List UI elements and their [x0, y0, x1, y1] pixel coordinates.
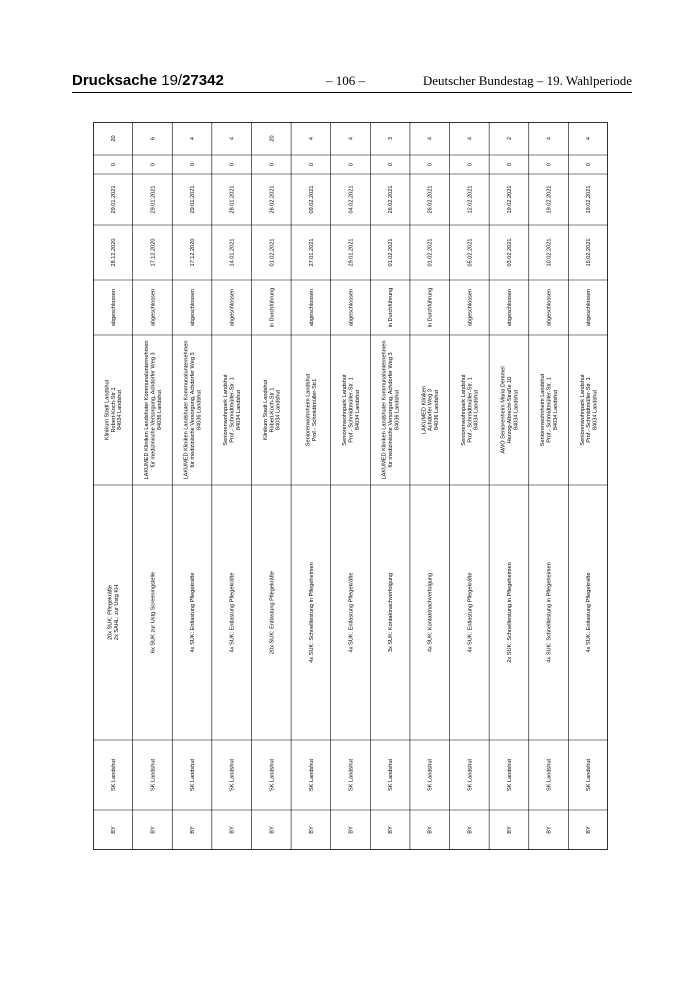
cell-line: BY [427, 826, 434, 834]
cell-beginn [150, 239, 156, 267]
cell-line: 84036 Landshut [434, 389, 441, 431]
cell-line: BY [229, 826, 236, 834]
cell-line: 3x SUK: Kontaktnachverfolgung [388, 572, 395, 653]
cell-anzahl-b [230, 137, 236, 140]
cell-land [428, 826, 434, 834]
cell-line: Achdorfer Weg 3 [427, 389, 434, 431]
cell-line: BY [546, 826, 553, 834]
cell-line: 20x SUK: Pflegekräfte [107, 584, 114, 641]
cell-kreis [111, 759, 117, 791]
cell-line: Seniorenwohnpark Landshut [460, 374, 467, 446]
cell-ende [230, 186, 236, 214]
cell-kreis [190, 759, 196, 791]
cell-line: 4x SUK: Entlastung Pflegekräfte [229, 572, 236, 653]
cell-massnahme [150, 572, 156, 653]
cell-line: Prof.- Schmidtmüller-Str. 1 [348, 377, 355, 443]
cell-line: abgeschlossen [546, 288, 553, 327]
cell-line: 0 [388, 162, 395, 167]
cell-anzahl-b [428, 137, 434, 140]
cell-line: SK Landshut [427, 758, 434, 792]
cell-beginn [507, 239, 513, 267]
cell-massnahme [230, 573, 236, 653]
cell-anzahl-b [190, 137, 196, 140]
cell-land [230, 826, 236, 834]
cell-status [349, 289, 355, 326]
cell-line: 26.02.2021 [269, 185, 276, 214]
cell-land [467, 826, 473, 834]
cell-line: Prof.- Schmidtmüller-Str. 1 [467, 377, 474, 443]
cell-anzahl-a [586, 163, 592, 166]
cell-line: 20 [110, 135, 117, 142]
cell-line: 84034 Landshut [275, 389, 282, 431]
cell-ende [428, 186, 434, 214]
cell-line: 84034 Landshut [117, 389, 124, 431]
cell-line: 12.02.2021 [467, 185, 474, 214]
cell-line: abgeschlossen [229, 288, 236, 327]
cell-line: Prof.- Schmidtmüller-Str. 1 [546, 377, 553, 443]
cell-line: 4 [467, 136, 474, 141]
cell-kreis [309, 759, 315, 791]
cell-line: 28.12.2020 [110, 238, 117, 267]
cell-anzahl-a [230, 163, 236, 166]
cell-line: 84036 Landshut [196, 389, 203, 431]
cell-line: BY [506, 826, 513, 834]
cell-line: 01.02.2021 [427, 238, 434, 267]
cell-massnahme [586, 573, 592, 653]
cell-einrichtung [306, 373, 318, 446]
cell-line: 0 [546, 162, 553, 167]
cell-status [586, 289, 592, 326]
cell-line: BY [308, 826, 315, 834]
cell-einrichtung [104, 379, 123, 440]
cell-land [349, 826, 355, 834]
cell-line: LAKUMED Kliniken Landshuter Kommunalunternehmen [381, 340, 388, 480]
page-number: – 106 – [326, 73, 365, 88]
cell-kreis [428, 759, 434, 791]
cell-line: SK Landshut [388, 758, 395, 792]
cell-anzahl-a [507, 163, 513, 166]
cell-ende [309, 186, 315, 214]
cell-einrichtung [184, 341, 203, 480]
cell-line: 0 [427, 162, 434, 167]
cell-status [230, 289, 236, 326]
cell-massnahme [108, 585, 120, 640]
cell-kreis [349, 759, 355, 791]
cell-line: 19.02.2021 [546, 185, 553, 214]
cell-beginn [547, 239, 553, 267]
cell-line: BY [467, 826, 474, 834]
cell-anzahl-a [150, 163, 156, 166]
cell-kreis [467, 759, 473, 791]
cell-anzahl-a [349, 163, 355, 166]
cell-line: SK Landshut [190, 758, 197, 792]
cell-line: 20x SUK: Entlastung Pflegekräfte [269, 570, 276, 655]
header-rule [72, 92, 632, 93]
cell-line: Seniorenwohnheim Landshut [540, 373, 547, 447]
cell-line: 4x SUK: Kontaktnachverfolgung [427, 572, 434, 653]
cell-line: abgeschlossen [348, 288, 355, 327]
cell-line: abgeschlossen [586, 288, 593, 327]
cell-line: abgeschlossen [506, 288, 513, 327]
cell-line: Herzog-Albrecht-Straße 10 [506, 376, 513, 444]
cell-line: 4 [190, 136, 197, 141]
cell-line: 09.02.2021 [308, 185, 315, 214]
cell-line: 19.02.2021 [586, 185, 593, 214]
cell-beginn [349, 239, 355, 267]
cell-line: 84034 Landshut [236, 389, 243, 431]
cell-beginn [428, 239, 434, 267]
cell-beginn [388, 239, 394, 267]
cell-beginn [190, 239, 196, 267]
cell-line: 17.12.2020 [190, 238, 197, 267]
cell-anzahl-b [547, 137, 553, 140]
cell-line: 4x SUK: Entlastung Pflegekräfte [586, 572, 593, 653]
cell-line: 4x SUK: Entlastung Pflegekräfte [190, 572, 197, 653]
cell-line: Robert-Koch-Str 1 [110, 387, 117, 433]
cell-anzahl-b [111, 135, 117, 141]
cell-anzahl-a [428, 163, 434, 166]
cell-line: 14.01.2021 [229, 238, 236, 267]
cell-massnahme [190, 573, 196, 653]
cell-line: 03.02.2021 [506, 238, 513, 267]
cell-kreis [547, 759, 553, 791]
cell-line: für medizinische Versorgung, Achdorfer Weg 3 [190, 352, 197, 468]
cell-ende [269, 186, 275, 214]
cell-line: SK Landshut [229, 758, 236, 792]
cell-line: abgeschlossen [308, 288, 315, 327]
cell-line: Robert-Koch-Str 1 [269, 387, 276, 433]
rotated-table [93, 122, 608, 850]
cell-line: 26.02.2021 [388, 185, 395, 214]
cell-line: BY [388, 826, 395, 834]
cell-land [547, 826, 553, 834]
cell-line: 0 [269, 162, 276, 167]
cell-massnahme [467, 573, 473, 653]
publisher-line: Deutscher Bundestag – 19. Wahlperiode [422, 73, 632, 88]
cell-line: SK Landshut [586, 758, 593, 792]
cell-line: AWO Seniorenheim Maria Demmel [500, 366, 507, 454]
cell-line: 4x SUK: Schnelltestung in Pflegeheimen [546, 562, 553, 663]
doc-number-prefix: 19/ [157, 72, 183, 89]
cell-line: 84034 Landshut [592, 389, 599, 431]
doc-label: Drucksache [72, 72, 158, 89]
cell-line: 2 [506, 136, 513, 141]
cell-line: Klinikum Stadt Landshut [104, 379, 111, 441]
cell-line: 01.02.2021 [269, 238, 276, 267]
cell-massnahme [547, 562, 553, 662]
cell-line: für medizinische Versorgung, Achdorfer Weg 3 [150, 352, 157, 468]
cell-line: 0 [308, 162, 315, 167]
page-header [72, 72, 632, 92]
cell-kreis [150, 759, 156, 791]
cell-line: Prof.- Schmidtmüller-Str. 1 [586, 377, 593, 443]
cell-anzahl-b [150, 137, 156, 140]
cell-beginn [230, 239, 236, 267]
cell-anzahl-b [269, 135, 275, 141]
cell-line: BY [190, 826, 197, 834]
cell-land [111, 826, 117, 834]
cell-line: 6 [150, 136, 157, 141]
cell-land [190, 826, 196, 834]
cell-ende [111, 186, 117, 214]
cell-kreis [388, 759, 394, 791]
cell-line: 01.02.2021 [388, 238, 395, 267]
cell-line: 4x SUK: Entlastung Pflegekräfte [467, 572, 474, 653]
cell-einrichtung [144, 341, 163, 480]
cell-land [388, 826, 394, 834]
cell-line: 84034 Landshut [354, 389, 361, 431]
cell-anzahl-a [388, 163, 394, 166]
cell-beginn [269, 239, 275, 267]
cell-line: Prof.- Schmidtmüller-Str1 [312, 378, 319, 442]
cell-line: 28.01.2021 [229, 185, 236, 214]
cell-line: 29.01.2021 [190, 185, 197, 214]
cell-beginn [467, 239, 473, 267]
cell-line: 0 [348, 162, 355, 167]
cell-line: 0 [229, 162, 236, 167]
document-number [72, 72, 224, 89]
cell-einrichtung [223, 374, 242, 446]
cell-line: 4x SUK: Entlastung Pflegekräfte [348, 572, 355, 653]
cell-anzahl-b [309, 137, 315, 140]
cell-line: in Durchführung [427, 287, 434, 328]
cell-massnahme [349, 573, 355, 653]
cell-line: 84034 Landshut [513, 389, 520, 431]
cell-line: in Durchführung [388, 287, 395, 328]
cell-line: 84034 Landshut [552, 389, 559, 431]
cell-line: 4x SUK: Schnelltestung in Pflegeheimen [308, 562, 315, 663]
cell-einrichtung [382, 341, 401, 480]
cell-line: BY [269, 826, 276, 834]
cell-line: SK Landshut [269, 758, 276, 792]
cell-anzahl-a [190, 163, 196, 166]
cell-line: 4 [546, 136, 553, 141]
cell-line: 84036 Landshut [394, 389, 401, 431]
cell-land [586, 826, 592, 834]
cell-massnahme [428, 573, 434, 652]
cell-einrichtung [421, 386, 440, 434]
table-border [94, 123, 608, 850]
cell-line: für medizinische Versorgung, Achdorfer Weg 3 [388, 352, 395, 468]
cell-massnahme [269, 571, 275, 654]
cell-land [269, 826, 275, 834]
cell-ende [586, 186, 592, 214]
cell-line: BY [586, 826, 593, 834]
cell-line: 19.02.2021 [506, 185, 513, 214]
cell-einrichtung [263, 379, 282, 440]
cell-line: SK Landshut [308, 758, 315, 792]
cell-line: Seniorenwohnpark Landshut [579, 374, 586, 446]
cell-beginn [309, 239, 315, 267]
cell-line: 0 [467, 162, 474, 167]
cell-line: Klinikum Stadt Landshut [262, 379, 269, 441]
cell-einrichtung [461, 374, 480, 446]
table-grid [93, 122, 608, 850]
cell-line: 20 [269, 135, 276, 142]
cell-line: 10.02.2021 [546, 238, 553, 267]
cell-line: 17.12.2020 [150, 238, 157, 267]
cell-ende [349, 186, 355, 214]
cell-line: LAKUMED Kliniken Landshuter Kommunalunternehmen [144, 340, 151, 480]
cell-line: Seniorenwohnpark Landshut [223, 374, 230, 446]
cell-line: 4 [308, 136, 315, 141]
cell-anzahl-b [507, 137, 513, 140]
cell-line: 29.01.2021 [150, 185, 157, 214]
cell-anzahl-a [111, 163, 117, 166]
cell-status [388, 288, 394, 328]
cell-line: 6x SUK zur Ustg Screeningstelle [150, 571, 157, 654]
cell-line: abgeschlossen [150, 288, 157, 327]
cell-line: SK Landshut [348, 758, 355, 792]
cell-line: 2x SUK: Schnelltestung in Pflegeheimen [506, 562, 513, 663]
cell-status [309, 289, 315, 326]
cell-line: BY [150, 826, 157, 834]
cell-einrichtung [580, 374, 599, 446]
cell-einrichtung [501, 366, 520, 453]
cell-line: LAKUMED Kliniken Landshuter Kommunalunternehmen [183, 340, 190, 480]
cell-line: Seniorenwohnpark Landshut [342, 374, 349, 446]
cell-line: SK Landshut [150, 758, 157, 792]
cell-line: 3 [388, 136, 395, 141]
cell-anzahl-a [547, 163, 553, 166]
cell-kreis [507, 759, 513, 791]
cell-line: BY [110, 826, 117, 834]
cell-anzahl-a [269, 163, 275, 166]
cell-line: 0 [586, 162, 593, 167]
cell-line: 04.02.2021 [348, 185, 355, 214]
cell-line: 84036 Landshut [156, 389, 163, 431]
cell-beginn [111, 239, 117, 267]
cell-status [428, 288, 434, 328]
cell-line: SK Landshut [110, 758, 117, 792]
cell-line: 27.01.2021 [308, 238, 315, 267]
cell-line: SK Landshut [467, 758, 474, 792]
cell-kreis [230, 759, 236, 791]
cell-status [467, 289, 473, 326]
cell-ende [388, 186, 394, 214]
cell-ende [507, 186, 513, 214]
cell-massnahme [507, 562, 513, 662]
cell-line: 0 [190, 162, 197, 167]
cell-ende [467, 186, 473, 214]
cell-line: 29.01.2021 [110, 185, 117, 214]
cell-line: 05.02.2021 [467, 238, 474, 267]
doc-number-suffix: 27342 [182, 72, 224, 89]
cell-einrichtung [540, 373, 559, 446]
cell-line: SK Landshut [506, 758, 513, 792]
cell-line: 0 [150, 162, 157, 167]
cell-kreis [586, 759, 592, 791]
cell-line: 26.02.2021 [427, 185, 434, 214]
cell-kreis [269, 759, 275, 791]
cell-ende [547, 186, 553, 214]
cell-massnahme [309, 562, 315, 662]
cell-line: 4 [348, 136, 355, 141]
cell-ende [150, 186, 156, 214]
cell-land [150, 826, 156, 834]
cell-line: abgeschlossen [467, 288, 474, 327]
cell-anzahl-b [388, 137, 394, 140]
cell-status [111, 289, 117, 326]
cell-line: SK Landshut [546, 758, 553, 792]
cell-anzahl-b [467, 137, 473, 140]
cell-line: 4 [586, 136, 593, 141]
cell-massnahme [388, 573, 394, 652]
cell-line: 15.02.2021 [586, 238, 593, 267]
cell-status [547, 289, 553, 326]
cell-status [507, 289, 513, 326]
cell-anzahl-a [309, 163, 315, 166]
cell-status [150, 289, 156, 326]
cell-anzahl-b [349, 137, 355, 140]
cell-line: 4 [427, 136, 434, 141]
cell-ende [190, 186, 196, 214]
cell-line: 2x SAHL: zur Ustg KH [114, 584, 121, 641]
cell-line: 84034 Landshut [473, 389, 480, 431]
cell-line: BY [348, 826, 355, 834]
cell-line: LAKUMED Kliniken [421, 385, 428, 435]
cell-einrichtung [342, 374, 361, 446]
cell-line: abgeschlossen [190, 288, 197, 327]
cell-line: abgeschlossen [110, 288, 117, 327]
cell-line: Prof.- Schmidtmüller-Str. 1 [229, 377, 236, 443]
cell-beginn [586, 239, 592, 267]
cell-status [269, 288, 275, 328]
cell-line: 29.01.2021 [348, 238, 355, 267]
cell-line: 4 [229, 136, 236, 141]
cell-status [190, 289, 196, 326]
cell-line: 0 [110, 162, 117, 167]
cell-anzahl-a [467, 163, 473, 166]
cell-line: 0 [506, 162, 513, 167]
cell-line: Seniorenwohnheim Landshut [305, 373, 312, 447]
cell-line: in Durchführung [269, 287, 276, 328]
cell-land [309, 826, 315, 834]
cell-land [507, 826, 513, 834]
cell-anzahl-b [586, 137, 592, 140]
